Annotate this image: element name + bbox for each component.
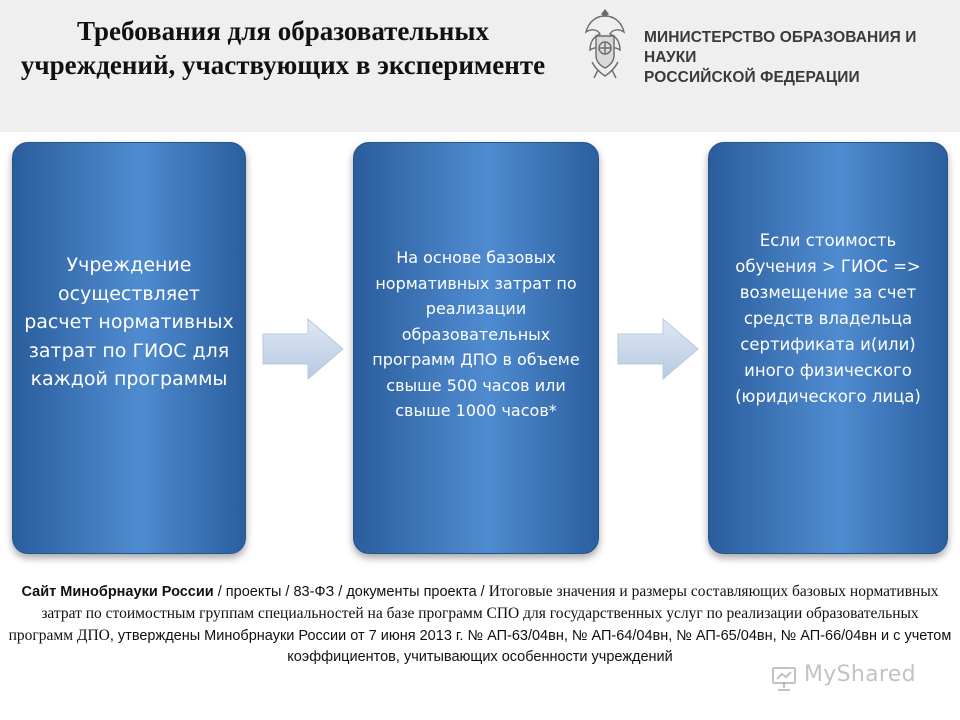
myshared-watermark [770,660,940,696]
step-box-reimbursement [708,142,948,554]
step-box-reimbursement-text: Если стоимость обучения > ГИОС => возмещение за счет средств владельца сертификата и(или) иного физического (юридического лица) [735,231,921,406]
source-note [8,581,952,668]
step-box-base-costs-text: На основе базовых нормативных затрат по реализации образовательных программ ДПО в объеме свыше 500 часов или свыше 1000 часов* [372,248,580,420]
source-document-title: Итоговые значения и размеры составляющих базовых нормативных затрат по стоимостным группам специальностей на базе программ СПО для государственных услуг по реализации образовательных программ ДПО [8,583,939,644]
ministry-crest-logo [580,6,630,82]
step-box-calculation [12,142,246,554]
arrow-right-icon [262,318,344,380]
ministry-name-line2: РОССИЙСКОЙ ФЕДЕРАЦИИ [644,69,860,86]
header-bar [0,0,960,132]
presentation-icon [770,664,798,692]
ministry-name-line1: МИНИСТЕРСТВО ОБРАЗОВАНИЯ И НАУКИ [644,29,917,66]
page-title: Требования для образовательных учреждений, участвующих в эксперименте [20,16,546,80]
source-path: / проекты / 83-ФЗ / документы проекта / [213,584,489,600]
arrow-right-icon [617,318,699,380]
step-box-base-costs [353,142,599,554]
ministry-name [644,28,960,88]
source-site-name: Сайт Минобрнауки России [21,584,214,600]
step-box-calculation-text: Учреждение осуществляет расчет нормативных затрат по ГИОС для каждой программы [24,254,234,390]
watermark-text: MyShared [804,662,916,687]
source-approval-details: , утверждены Минобрнауки России от 7 июня 2013 г. № АП-63/04вн, № АП-64/04вн, № АП-65/04вн, № АП-66/04вн и с учетом коэффициентов, учитывающих особенности учреждений [109,628,952,665]
